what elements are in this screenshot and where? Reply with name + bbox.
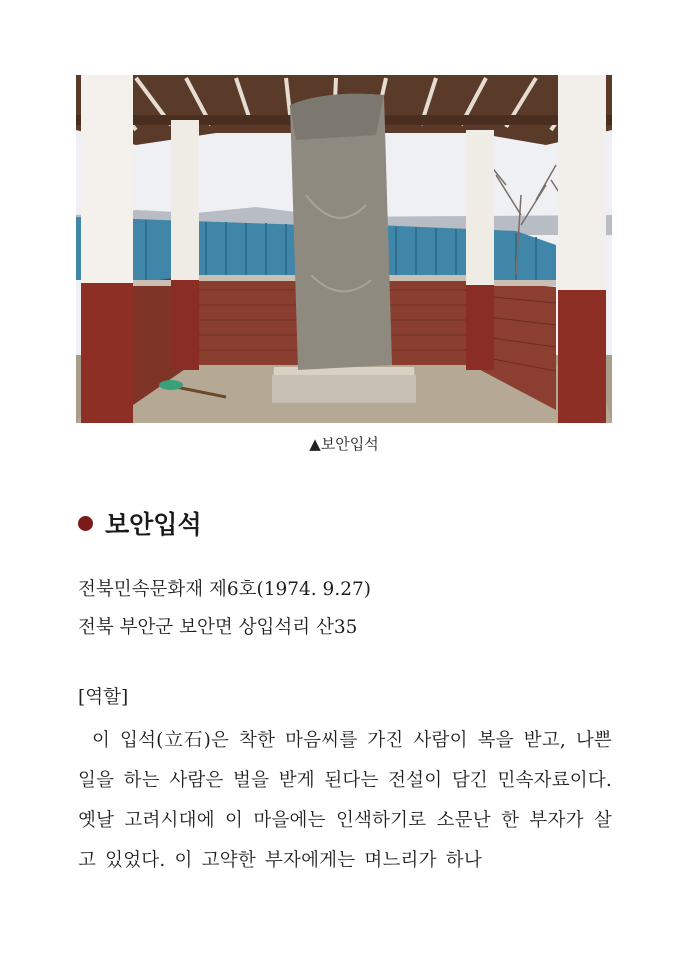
figure-caption: ▲보안입석 [309, 435, 379, 453]
monument-photo [76, 75, 612, 423]
section-heading [78, 505, 202, 541]
designation-line: 전북민속문화재 제6호(1974. 9.27) [78, 579, 371, 600]
location-line: 전북 부안군 보안면 상입석리 산35 [78, 617, 358, 638]
role-label: [역할] [78, 687, 129, 708]
body-paragraph: 이 입석(立石)은 착한 마음씨를 가진 사람이 복을 받고, 나쁜 일을 하는 사람은 벌을 받게 된다는 전설이 담긴 민속자료이다. 옛날 고려시대에 이 마을에는 인색하기로 소문난 한 부자가 살고 있었다. 이 고약한 부자에게는 며느리가 하나 [78, 730, 612, 871]
section-title: 보안입석 [105, 510, 202, 539]
bullet-dot-icon [78, 516, 93, 531]
